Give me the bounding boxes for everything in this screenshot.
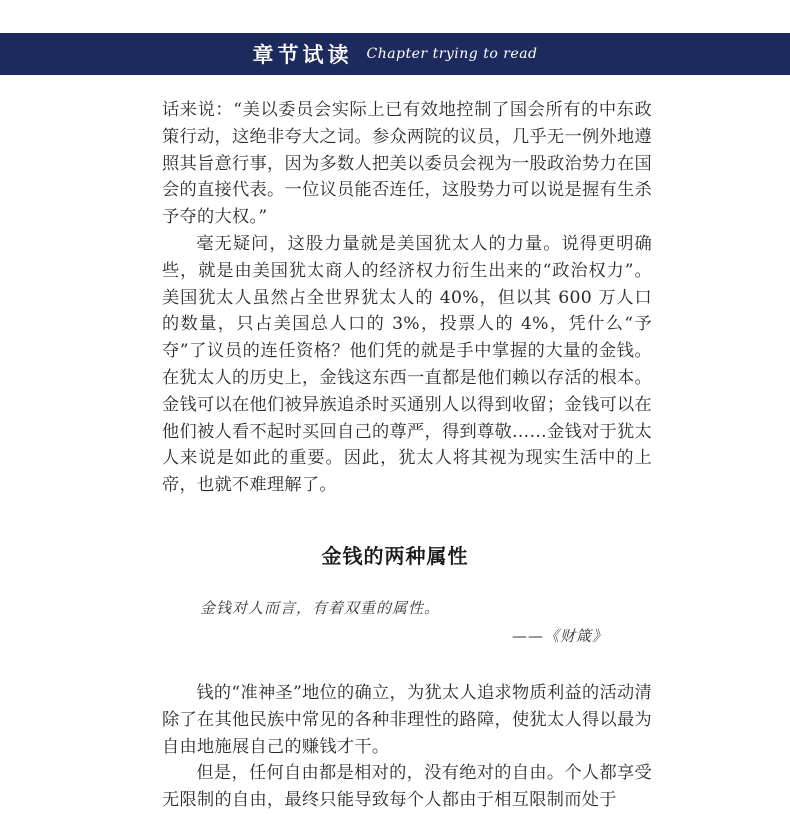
- paragraph-freedom: 但是，任何自由都是相对的，没有绝对的自由。个人都享受无限制的自由，最终只能导致每个人都由于相互限制而处于: [162, 763, 652, 811]
- paragraph-jewish-power: 毫无疑问，这股力量就是美国犹太人的力量。说得更明确些，就是由美国犹太商人的经济权力衍生出来的“政治权力”。美国犹太人虽然占全世界犹太人的 40%，但以其 600 万人口的数量，只占美国总人口的 3%，投票人的 4%，凭什么“予夺”了议员的连任资格？他们凭的就是手中掌握的大量的金钱。在犹太人的历史上，金钱这东西一直都是他们赖以存活的根本。金钱可以在他们被异族追杀时买通别人以得到收留；金钱可以在他们被人看不起时买回自己的尊严，得到尊敬……金钱对于犹太人来说是如此的重要。因此，犹太人将其视为现实生活中的上帝，也就不难理解了。: [162, 233, 652, 496]
- section-title: 金钱的两种属性: [321, 544, 469, 568]
- paragraph-quote-continuation: 话来说：“美以委员会实际上已有效地控制了国会所有的中东政策行动，这绝非夸大之词。参众两院的议员，几乎无一例外地遵照其旨意行事，因为多数人把美以委员会视为一股政治势力在国会的直接代表。一位议员能否连任，这股势力可以说是握有生杀予夺的大权。”: [162, 100, 652, 228]
- epigraph-source: ——《财箴》: [511, 627, 608, 645]
- text-block-bottom: [162, 680, 652, 814]
- epigraph-quote: 金钱对人而言，有着双重的属性。: [200, 599, 441, 617]
- header-title-english: Chapter trying to read: [366, 46, 538, 62]
- text-block-top: [162, 97, 652, 499]
- header-title-chinese: 章节试读: [252, 42, 353, 67]
- chapter-header-banner: [0, 33, 790, 75]
- paragraph-money-status: 钱的“准神圣”地位的确立，为犹太人追求物质利益的活动清除了在其他民族中常见的各种非理性的路障，使犹太人得以最为自由地施展自己的赚钱才干。: [162, 683, 652, 757]
